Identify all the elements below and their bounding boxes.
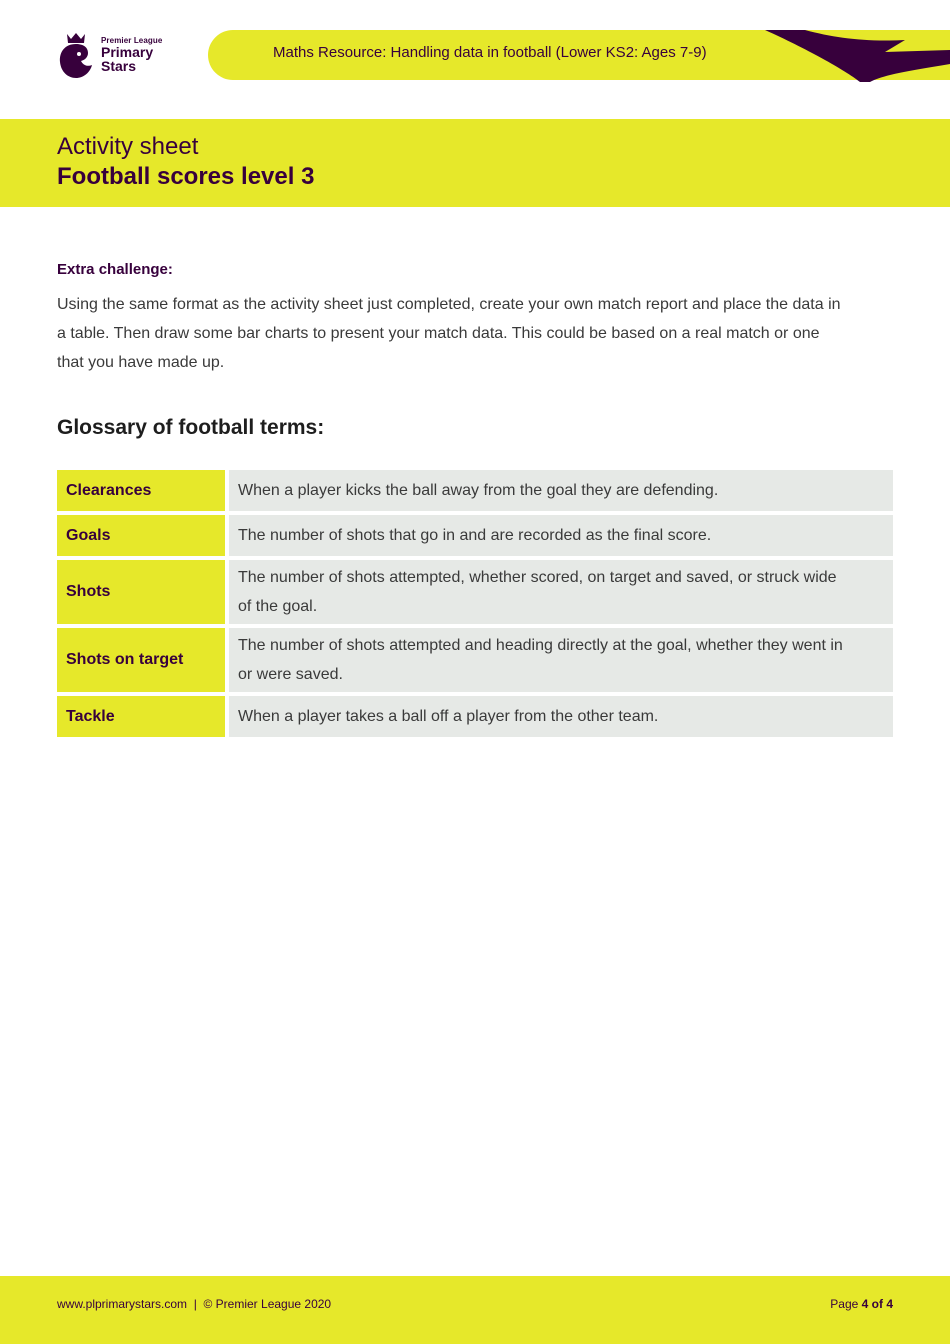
logo-text-premier-league: Premier League — [101, 36, 163, 45]
glossary-term: Shots on target — [57, 628, 225, 692]
glossary-term: Tackle — [57, 696, 225, 737]
page-indicator — [830, 1297, 893, 1311]
resource-title: Maths Resource: Handling data in football (Lower KS2: Ages 7-9) — [273, 44, 707, 61]
glossary-table — [57, 470, 893, 741]
page-number: 4 of 4 — [861, 1297, 893, 1311]
glossary-row — [57, 560, 893, 624]
glossary-term: Clearances — [57, 470, 225, 511]
copyright-text: © Premier League 2020 — [203, 1297, 332, 1311]
glossary-definition: The number of shots attempted and heading directly at the goal, whether they went in or were saved. — [229, 628, 893, 692]
website-link[interactable]: www.plprimarystars.com — [57, 1297, 188, 1311]
footer-separator: | — [193, 1297, 197, 1311]
extra-challenge-text: Using the same format as the activity sheet just completed, create your own match report and place the data in a table. Then draw some bar charts to present your match data. This could be based on a real match or one that you have made up. — [57, 296, 841, 371]
page-subtitle: Activity sheet — [57, 133, 199, 160]
page-prefix: Page — [830, 1297, 859, 1311]
header-swoosh-decoration — [765, 30, 950, 82]
glossary-term: Goals — [57, 515, 225, 556]
glossary-row — [57, 696, 893, 737]
glossary-definition: The number of shots attempted, whether scored, on target and saved, or struck wide of the goal. — [229, 560, 893, 624]
glossary-definition: When a player takes a ball off a player from the other team. — [229, 696, 893, 737]
glossary-definition: When a player kicks the ball away from the goal they are defending. — [229, 470, 893, 511]
glossary-term: Shots — [57, 560, 225, 624]
premier-league-primary-stars-logo — [57, 30, 177, 80]
glossary-row — [57, 515, 893, 556]
glossary-row — [57, 628, 893, 692]
logo-text-primary: Primary — [101, 44, 154, 60]
glossary-definition: The number of shots that go in and are recorded as the final score. — [229, 515, 893, 556]
page-title: Football scores level 3 — [57, 163, 315, 190]
lion-icon — [57, 30, 95, 80]
glossary-row — [57, 470, 893, 511]
logo-text-stars: Stars — [101, 58, 137, 74]
footer-credits — [57, 1297, 331, 1311]
extra-challenge-label: Extra challenge: — [57, 261, 173, 278]
glossary-heading: Glossary of football terms: — [57, 416, 325, 439]
